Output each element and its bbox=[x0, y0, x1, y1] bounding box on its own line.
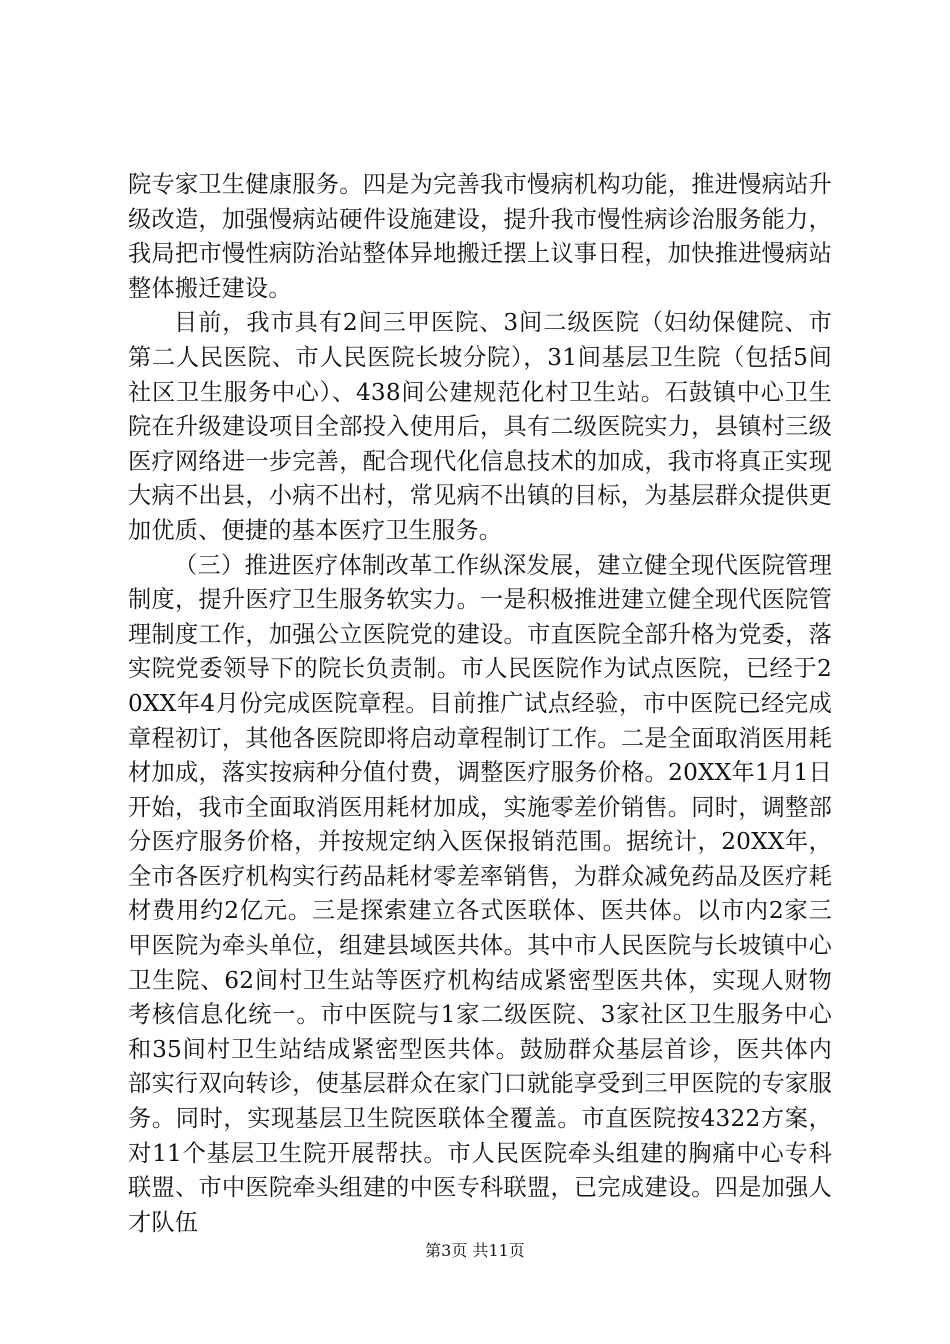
body-text bbox=[128, 168, 832, 1240]
paragraph-2: 目前，我市具有2间三甲医院、3间二级医院（妇幼保健院、市第二人民医院、市人民医院长坡分院），31间基层卫生院（包括5间社区卫生服务中心）、438间公建规范化村卫生站。石鼓镇中心卫生院在升级建设项目全部投入使用后，具有二级医院实力，县镇村三级医疗网络进一步完善，配合现代化信息技术的加成，我市将真正实现大病不出县，小病不出村，常见病不出镇的目标，为基层群众提供更加优质、便捷的基本医疗卫生服务。 bbox=[128, 309, 832, 544]
paragraph-1: 院专家卫生健康服务。四是为完善我市慢病机构功能，推进慢病站升级改造，加强慢病站硬件设施建设，提升我市慢性病诊治服务能力，我局把市慢性病防治站整体异地搬迁摆上议事日程，加快推进慢病站整体搬迁建设。 bbox=[128, 171, 832, 302]
paragraph-3: （三）推进医疗体制改革工作纵深发展，建立健全现代医院管理制度，提升医疗卫生服务软实力。一是积极推进建立健全现代医院管理制度工作，加强公立医院党的建设。市直医院全部升格为党委，落实院党委领导下的院长负责制。市人民医院作为试点医院，已经于20XX年4月份完成医院章程。目前推广试点经验，市中医院已经完成章程初订，其他各医院即将启动章程制订工作。二是全面取消医用耗材加成，落实按病种分值付费，调整医疗服务价格。20XX年1月1日开始，我市全面取消医用耗材加成，实施零差价销售。同时，调整部分医疗服务价格，并按规定纳入医保报销范围。据统计，20XX年，全市各医疗机构实行药品耗材零差率销售，为群众减免药品及医疗耗材费用约2亿元。三是探索建立各式医联体、医共体。以市内2家三甲医院为牵头单位，组建县域医共体。其中市人民医院与长坡镇中心卫生院、62间村卫生站等医疗机构结成紧密型医共体，实现人财物考核信息化统一。市中医院与1家二级医院、3家社区卫生服务中心和35间村卫生站结成紧密型医共体。鼓励群众基层首诊，医共体内部实行双向转诊，使基层群众在家门口就能享受到三甲医院的专家服务。同时，实现基层卫生院医联体全覆盖。市直医院按4322方案，对11个基层卫生院开展帮扶。市人民医院牵头组建的胸痛中心专科联盟、市中医院牵头组建的中医专科联盟，已完成建设。四是加强人才队伍 bbox=[128, 551, 832, 1236]
page-number-footer: 第3页 共11页 bbox=[425, 1241, 525, 1260]
